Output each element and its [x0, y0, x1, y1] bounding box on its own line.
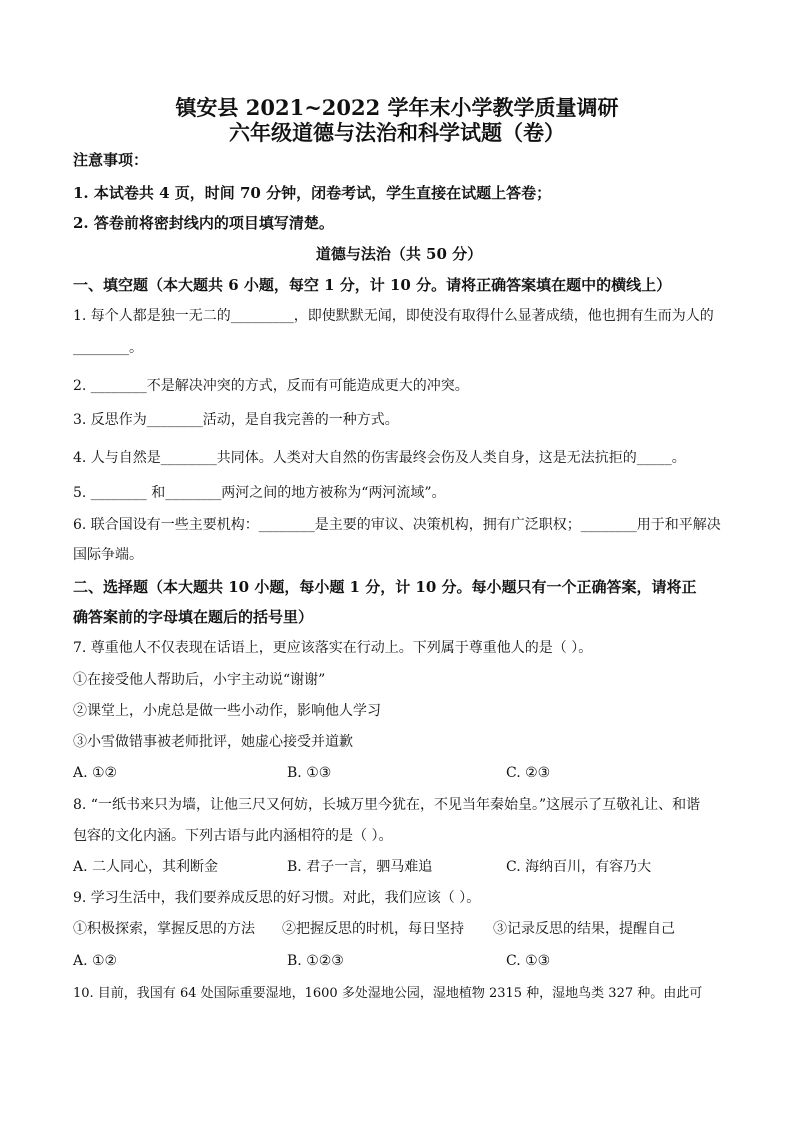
notes-heading: 注意事项： — [73, 151, 149, 169]
exam-subtitle: 六年级道德与法治和科学试题（卷） — [229, 120, 565, 145]
question-1-line-1: 1. 每个人都是独一无二的_________，即使默默无闻，即使没有取得什么显著成绩，他也拥有生而为人的 — [73, 308, 714, 324]
question-7-option-a: A. ①② — [73, 765, 118, 781]
question-9-option-b: B. ①②③ — [287, 953, 344, 969]
question-7-statement-3: ③小雪做错事被老师批评，她虚心接受并道歉 — [73, 734, 353, 750]
question-3: 3. 反思作为________活动，是自我完善的一种方式。 — [73, 412, 399, 428]
question-1-line-2: ________。 — [73, 340, 143, 356]
question-6-line-2: 国际争端。 — [73, 547, 143, 563]
question-10-line-1: 10. 目前，我国有 64 处国际重要湿地，1600 多处湿地公园，湿地植物 2315 种，湿地鸟类 327 种。由此可 — [73, 986, 703, 1001]
question-8-option-b: B. 君子一言，驷马难追 — [287, 859, 433, 875]
question-7-option-c: C. ②③ — [506, 765, 551, 781]
question-8-line-2: 包容的文化内涵。下列古语与此内涵相符的是（ ）。 — [73, 828, 393, 844]
question-7-statement-2: ②课堂上，小虎总是做一些小动作，影响他人学习 — [73, 703, 381, 719]
question-9: 9. 学习生活中，我们要养成反思的好习惯。对此，我们应该（ ）。 — [73, 890, 481, 906]
question-7-statement-1: ①在接受他人帮助后，小宇主动说“谢谢” — [73, 672, 326, 688]
question-7: 7. 尊重他人不仅表现在话语上，更应该落实在行动上。下列属于尊重他人的是（ ）。 — [73, 640, 593, 656]
part2-heading-line-2: 确答案前的字母填在题后的括号里） — [73, 608, 314, 626]
question-8-line-1: 8. “一纸书来只为墙，让他三尺又何妨，长城万里今犹在，不见当年秦始皇。”这展示了互敬礼让、和谐 — [73, 797, 701, 813]
question-8-option-c: C. 海纳百川，有容乃大 — [506, 859, 652, 875]
question-8-option-a: A. 二人同心，其利断金 — [73, 859, 219, 875]
question-4: 4. 人与自然是________共同体。人类对大自然的伤害最终会伤及人类自身，这是无法抗拒的_____。 — [73, 450, 686, 466]
exam-title: 镇安县 2021~2022 学年末小学教学质量调研 — [175, 95, 619, 120]
part2-heading-line-1: 二、选择题（本大题共 10 小题，每小题 1 分，计 10 分。每小题只有一个正确答案，请将正 — [73, 578, 697, 596]
question-5: 5. ________ 和________两河之间的地方被称为“两河流域”。 — [73, 485, 446, 501]
question-6-line-1: 6. 联合国设有一些主要机构：________是主要的审议、决策机构，拥有广泛职权；________用于和平解决 — [73, 517, 721, 533]
part1-heading: 一、填空题（本大题共 6 小题，每空 1 分，计 10 分。请将正确答案填在题中的横线上） — [73, 276, 672, 294]
question-9-statement-2: ②把握反思的时机，每日坚持 — [282, 921, 464, 937]
question-7-option-b: B. ①③ — [287, 765, 332, 781]
question-9-option-a: A. ①② — [73, 953, 118, 969]
section-title: 道德与法治（共 50 分） — [315, 245, 483, 263]
question-9-option-c: C. ①③ — [506, 953, 551, 969]
question-9-statement-1: ①积极探索，掌握反思的方法 — [73, 921, 255, 937]
question-2: 2. ________不是解决冲突的方式，反而有可能造成更大的冲突。 — [73, 378, 469, 394]
question-9-statement-3: ③记录反思的结果，提醒自己 — [493, 921, 675, 937]
note-1: 1. 本试卷共 4 页，时间 70 分钟，闭卷考试，学生直接在试题上答卷； — [73, 184, 552, 202]
note-2: 2. 答卷前将密封线内的项目填写清楚。 — [73, 214, 334, 232]
